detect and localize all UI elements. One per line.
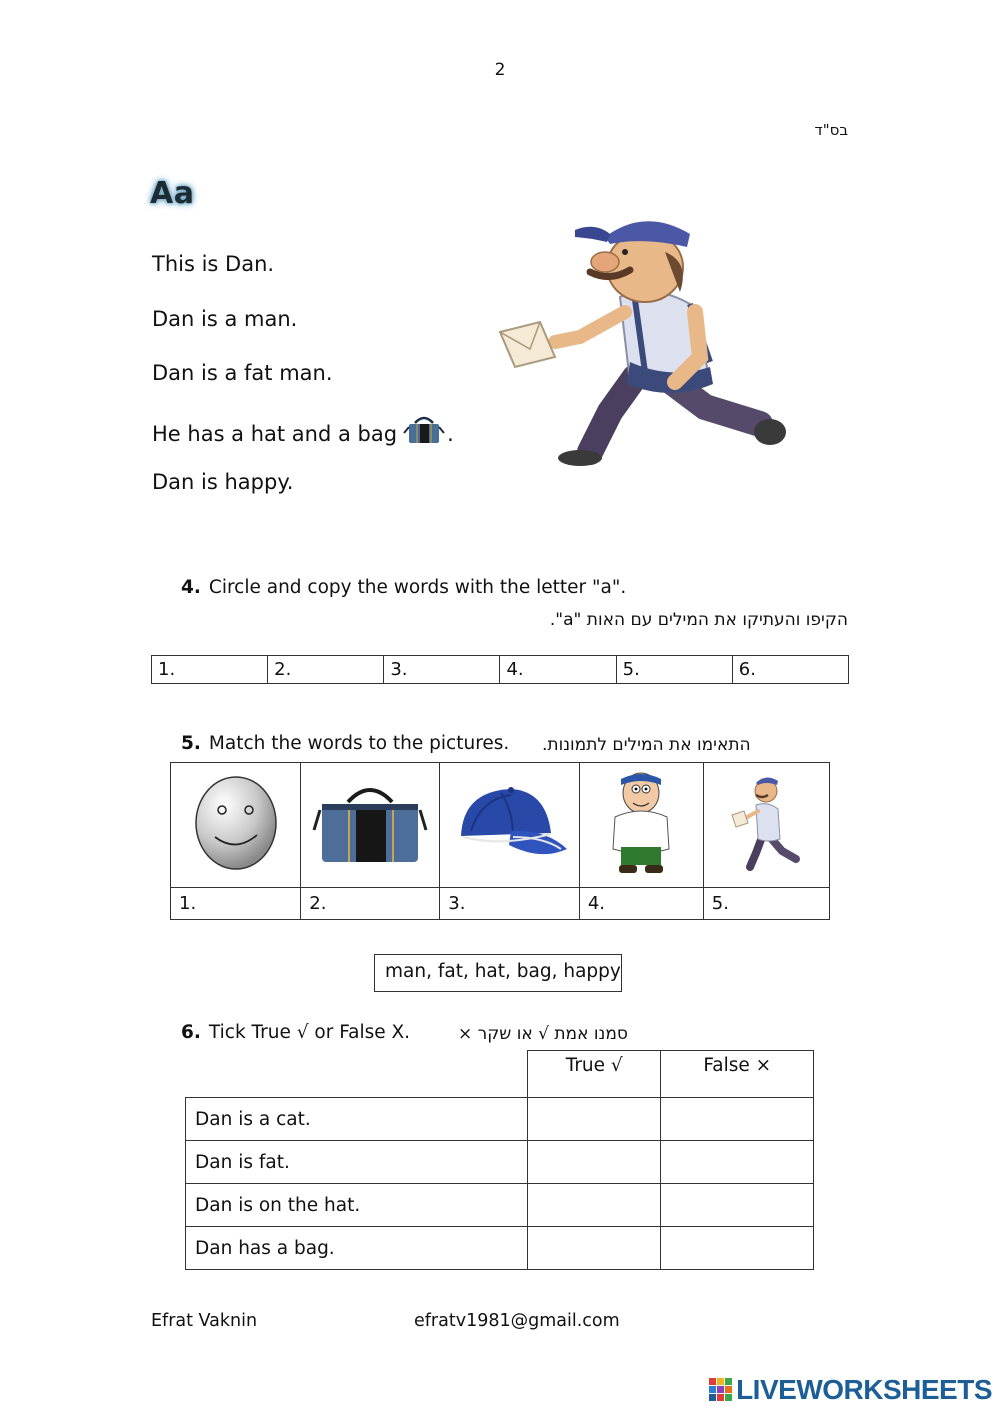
tf-true-cell-1[interactable] <box>528 1098 661 1141</box>
q4-cell-3[interactable]: 3. <box>384 656 500 684</box>
q4-cell-2[interactable]: 2. <box>268 656 384 684</box>
bsd-mark: בס"ד <box>814 121 848 139</box>
table-row <box>186 1141 814 1184</box>
liveworksheets-brand <box>709 1374 992 1406</box>
tf-statement-1: Dan is a cat. <box>186 1098 528 1141</box>
tf-header-blank <box>186 1051 528 1098</box>
q5-cell-3[interactable]: 3. <box>440 888 580 920</box>
postman-illustration <box>495 212 795 481</box>
table-row <box>186 1227 814 1270</box>
q5-cell-2[interactable]: 2. <box>301 888 440 920</box>
q4-cell-5[interactable]: 5. <box>616 656 732 684</box>
tf-true-cell-4[interactable] <box>528 1227 661 1270</box>
baseball-cap-icon <box>451 781 569 865</box>
q4-number: 4. <box>181 577 201 598</box>
page-number: 2 <box>494 60 506 80</box>
smiley-face-icon <box>193 775 279 871</box>
fat-man-picture <box>579 763 703 888</box>
tf-statement-3: Dan is on the hat. <box>186 1184 528 1227</box>
tf-header-true: True √ <box>528 1051 661 1098</box>
q6-hebrew: סמנו אמת √ או שקר × <box>458 1024 628 1044</box>
q6-number: 6. <box>181 1022 201 1043</box>
table-row <box>186 1184 814 1227</box>
postman-picture <box>703 763 829 888</box>
smiley-face-picture <box>171 763 301 888</box>
footer-email: efratv1981@gmail.com <box>414 1311 620 1331</box>
q5-text: Match the words to the pictures. <box>208 733 510 754</box>
q4-cell-4[interactable]: 4. <box>500 656 616 684</box>
tf-false-cell-1[interactable] <box>661 1098 814 1141</box>
story-line-4-end: . <box>447 422 454 446</box>
handbag-icon <box>312 780 428 866</box>
handbag-picture <box>301 763 440 888</box>
story-line-3: Dan is a fat man. <box>152 361 333 385</box>
q4-text: Circle and copy the words with the letter "a". <box>208 577 627 598</box>
story-line-4-text: He has a hat and a bag <box>152 422 398 446</box>
tf-statement-2: Dan is fat. <box>186 1141 528 1184</box>
tf-false-cell-4[interactable] <box>661 1227 814 1270</box>
story-line-5: Dan is happy. <box>152 470 294 494</box>
q4-hebrew: הקיפו והעתיקו את המילים עם האות "a". <box>549 610 848 630</box>
liveworksheets-text: LIVEWORKSHEETS <box>736 1374 992 1405</box>
tf-false-cell-3[interactable] <box>661 1184 814 1227</box>
liveworksheets-logo-icon <box>709 1376 733 1404</box>
tf-header-false: False × <box>661 1051 814 1098</box>
word-bank: man, fat, hat, bag, happy <box>374 954 622 992</box>
tf-false-cell-2[interactable] <box>661 1141 814 1184</box>
footer-author: Efrat Vaknin <box>151 1311 258 1331</box>
q5-number: 5. <box>181 733 201 754</box>
tf-statement-4: Dan has a bag. <box>186 1227 528 1270</box>
q6-instruction <box>181 1022 410 1043</box>
bag-icon <box>403 415 445 450</box>
story-line-2: Dan is a man. <box>152 307 298 331</box>
table-row <box>186 1098 814 1141</box>
tf-true-cell-2[interactable] <box>528 1141 661 1184</box>
cap-picture <box>440 763 580 888</box>
q5-hebrew: התאימו את המילים לתמונות. <box>542 735 751 755</box>
q6-true-false-table <box>185 1050 814 1270</box>
q5-match-table <box>170 762 830 920</box>
story-line-4 <box>152 415 454 450</box>
q5-cell-1[interactable]: 1. <box>171 888 301 920</box>
story-title: Aa <box>150 176 195 211</box>
postman-icon <box>730 771 802 875</box>
q4-cell-6[interactable]: 6. <box>732 656 848 684</box>
q4-cell-1[interactable]: 1. <box>152 656 268 684</box>
q4-copy-table <box>151 655 849 684</box>
q5-instruction <box>181 733 509 754</box>
q5-cell-5[interactable]: 5. <box>703 888 829 920</box>
tf-true-cell-3[interactable] <box>528 1184 661 1227</box>
q5-cell-4[interactable]: 4. <box>579 888 703 920</box>
q6-text: Tick True √ or False X. <box>208 1022 411 1043</box>
story-line-1: This is Dan. <box>152 252 275 276</box>
q4-instruction <box>181 577 626 598</box>
fat-cartoon-man-icon <box>609 769 673 877</box>
